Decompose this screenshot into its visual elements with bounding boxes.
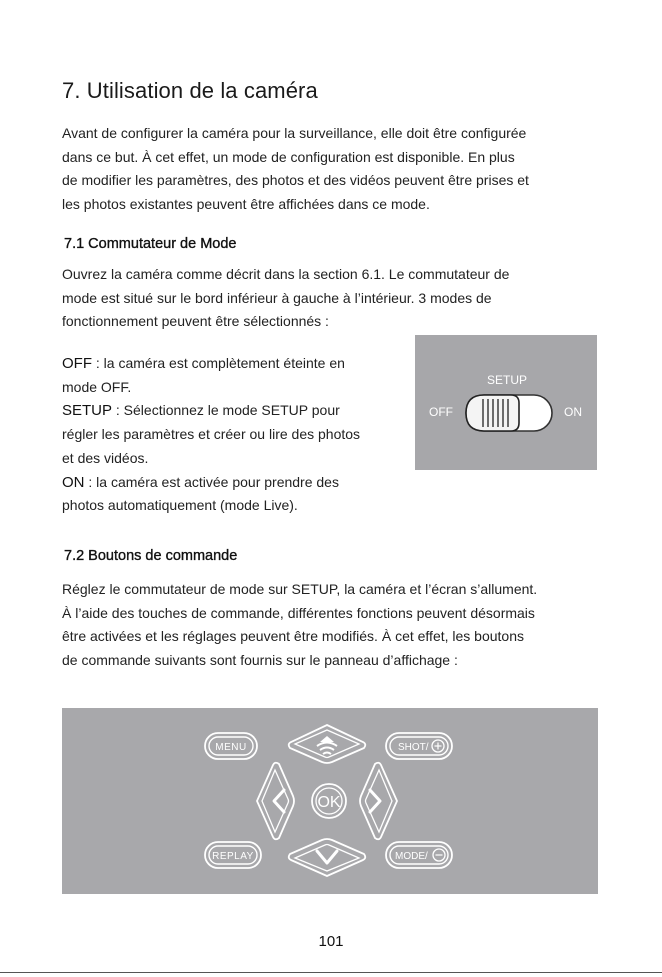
intro-line: Avant de configurer la caméra pour la surveillance, elle doit être configurée — [62, 125, 527, 141]
slide-switch-icon — [463, 392, 555, 434]
down-button[interactable] — [289, 839, 366, 876]
mode-on-line — [62, 471, 360, 495]
replay-button-label: REPLAY — [212, 851, 254, 862]
shot-button-label: SHOT/ — [398, 742, 429, 753]
chevron-left-icon — [274, 790, 284, 812]
mode-switch-figure — [415, 335, 597, 470]
intro-line: dans ce but. À cet effet, un mode de configuration est disponible. En plus — [62, 148, 515, 165]
mode-on-key: ON — [62, 473, 85, 491]
section1-line: Ouvrez la caméra comme décrit dans la section 6.1. Le commutateur de — [62, 266, 510, 282]
chevron-right-icon — [370, 790, 380, 812]
section1-line: mode est situé sur le bord inférieur à gauche à l’intérieur. 3 modes de — [62, 289, 492, 306]
mode-button-label: MODE/ — [395, 851, 428, 862]
intro-paragraph — [62, 122, 529, 217]
replay-button[interactable] — [205, 842, 261, 868]
mode-on-line-2: photos automatiquement (mode Live). — [62, 497, 298, 514]
switch-label-setup: SETUP — [487, 373, 528, 387]
page-title: 7. Utilisation de la caméra — [62, 78, 318, 103]
mode-setup-key: SETUP — [62, 402, 113, 420]
mode-setup-line-2: régler les paramètres et créer ou lire des photos — [62, 426, 361, 443]
switch-label-off: OFF — [429, 405, 453, 419]
section1-paragraph — [62, 263, 509, 334]
mode-descriptions — [62, 352, 360, 518]
section2-line: de commande suivants sont fournis sur le panneau d’affichage : — [62, 652, 458, 669]
up-button[interactable] — [289, 725, 366, 763]
chevron-down-icon — [317, 851, 337, 863]
bottom-rule — [0, 972, 662, 973]
left-button[interactable] — [257, 763, 294, 840]
mode-off-line — [62, 352, 360, 376]
switch-label-on: ON — [564, 405, 582, 419]
page-number: 101 — [318, 933, 344, 950]
section-heading-control-buttons: 7.2 Boutons de commande — [64, 548, 238, 564]
intro-line: de modifier les paramètres, des photos et des vidéos peuvent être prises et — [62, 172, 529, 189]
wifi-icon — [317, 736, 337, 754]
mode-setup-text: : Sélectionnez le mode SETUP pour — [112, 402, 340, 419]
mode-setup-line-3: et des vidéos. — [62, 449, 149, 466]
control-buttons-figure — [62, 708, 598, 894]
menu-button[interactable] — [205, 733, 257, 759]
section2-line: Réglez le commutateur de mode sur SETUP, la caméra et l’écran s’allument. — [62, 581, 538, 597]
right-button[interactable] — [360, 763, 397, 840]
menu-button-label: MENU — [215, 742, 247, 753]
section1-line: fonctionnement peuvent être sélectionnés : — [62, 313, 329, 330]
section2-line: À l’aide des touches de commande, différentes fonctions peuvent désormais — [62, 604, 535, 621]
ok-button[interactable] — [312, 784, 346, 818]
control-buttons-diagram — [62, 708, 598, 894]
shot-button[interactable] — [386, 733, 452, 759]
intro-line: les photos existantes peuvent être affichées dans ce mode. — [62, 196, 430, 213]
section2-line: être activées et les réglages peuvent être modifiés. À cet effet, les boutons — [62, 628, 525, 645]
ok-button-label: OK — [317, 794, 341, 811]
mode-off-key: OFF — [62, 355, 92, 372]
mode-off-text: : la caméra est complètement éteinte en — [92, 355, 345, 371]
mode-on-text: : la caméra est activée pour prendre des — [84, 473, 339, 490]
section-heading-mode-switch: 7.1 Commutateur de Mode — [64, 236, 237, 252]
mode-off-line-2: mode OFF. — [62, 378, 132, 395]
mode-button[interactable] — [386, 842, 452, 868]
mode-setup-line — [62, 399, 360, 423]
section2-paragraph — [62, 578, 537, 673]
